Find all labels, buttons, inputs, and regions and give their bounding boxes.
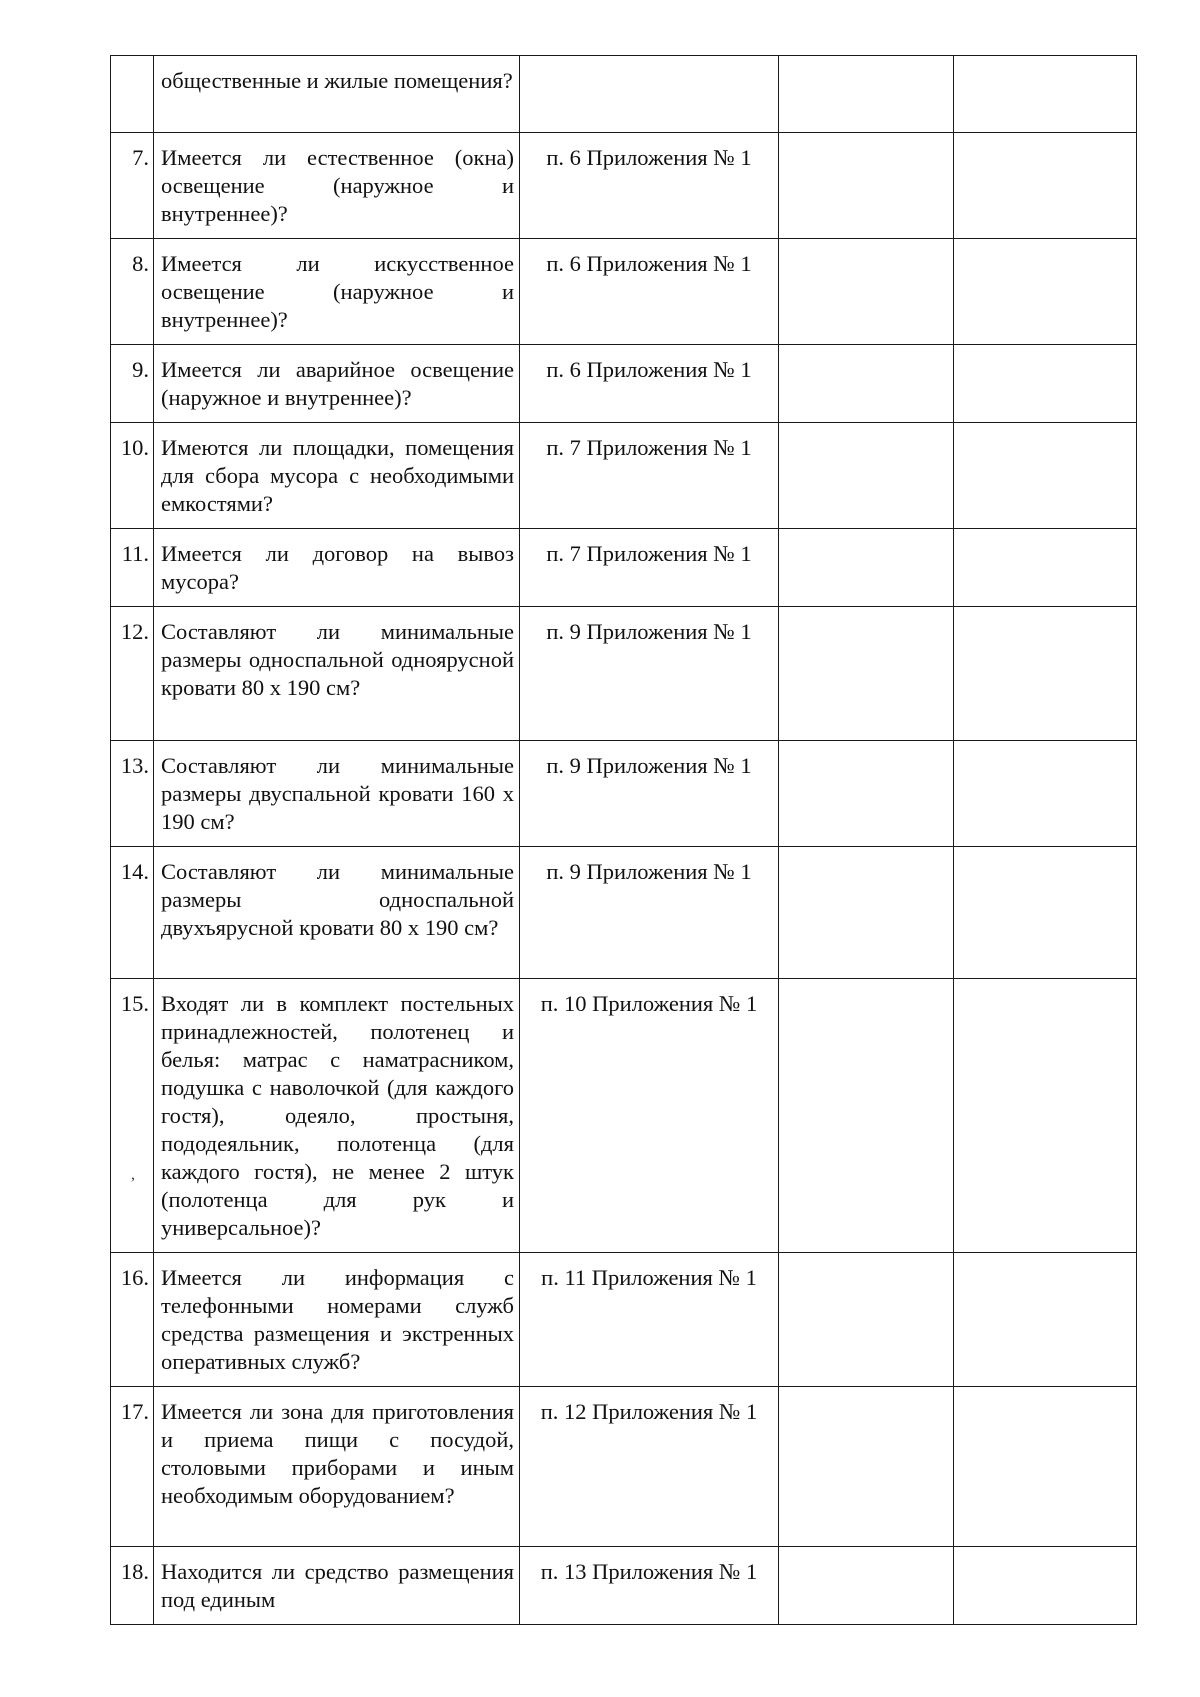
note-cell <box>954 423 1137 529</box>
table-row <box>111 239 1137 345</box>
answer-cell <box>779 607 954 741</box>
row-number: 12. <box>111 607 154 741</box>
note-cell <box>954 847 1137 979</box>
row-number: 13. <box>111 741 154 847</box>
table-row <box>111 607 1137 741</box>
note-cell <box>954 979 1137 1253</box>
question-cell: Имеется ли информация с телефонными номерами служб средства размещения и экстренных оперативных служб? <box>154 1253 520 1387</box>
row-number: 14. <box>111 847 154 979</box>
row-number: 10. <box>111 423 154 529</box>
question-cell: Имеется ли зона для приготовления и приема пищи с посудой, столовыми приборами и иным необходимым оборудованием? <box>154 1387 520 1547</box>
row-number: 9. <box>111 345 154 423</box>
reference-cell: п. 6 Приложения № 1 <box>520 239 779 345</box>
row-number: 18. <box>111 1547 154 1625</box>
question-cell: Имеется ли договор на вывоз мусора? <box>154 529 520 607</box>
table-row <box>111 133 1137 239</box>
note-cell <box>954 239 1137 345</box>
table-row <box>111 1387 1137 1547</box>
reference-cell: п. 6 Приложения № 1 <box>520 133 779 239</box>
answer-cell <box>779 741 954 847</box>
table-row <box>111 1547 1137 1625</box>
row-number-text: 15. <box>120 991 149 1016</box>
row-number: 11. <box>111 529 154 607</box>
reference-cell: п. 12 Приложения № 1 <box>520 1387 779 1547</box>
question-cell: Имеется ли аварийное освещение (наружное и внутреннее)? <box>154 345 520 423</box>
note-cell <box>954 529 1137 607</box>
row-number: 16. <box>111 1253 154 1387</box>
row-number: 7. <box>111 133 154 239</box>
reference-cell: п. 9 Приложения № 1 <box>520 847 779 979</box>
table-row <box>111 345 1137 423</box>
reference-cell: п. 7 Приложения № 1 <box>520 423 779 529</box>
answer-cell <box>779 1253 954 1387</box>
table-row <box>111 1253 1137 1387</box>
table-row <box>111 529 1137 607</box>
row-number <box>111 56 154 133</box>
table-row <box>111 847 1137 979</box>
table-row <box>111 979 1137 1253</box>
note-cell <box>954 1547 1137 1625</box>
answer-cell <box>779 529 954 607</box>
answer-cell <box>779 847 954 979</box>
row-number: 8. <box>111 239 154 345</box>
answer-cell <box>779 1547 954 1625</box>
reference-cell: п. 11 Приложения № 1 <box>520 1253 779 1387</box>
question-cell: Имеется ли естественное (окна) освещение (наружное и внутреннее)? <box>154 133 520 239</box>
question-cell: Имеются ли площадки, помещения для сбора мусора с необходимыми емкостями? <box>154 423 520 529</box>
reference-cell: п. 10 Приложения № 1 <box>520 979 779 1253</box>
reference-cell <box>520 56 779 133</box>
answer-cell <box>779 1387 954 1547</box>
answer-cell <box>779 56 954 133</box>
note-cell <box>954 133 1137 239</box>
row-number: 17. <box>111 1387 154 1547</box>
note-cell <box>954 345 1137 423</box>
reference-cell: п. 9 Приложения № 1 <box>520 607 779 741</box>
answer-cell <box>779 423 954 529</box>
question-cell: Составляют ли минимальные размеры односпальной одноярусной кровати 80 x 190 см? <box>154 607 520 741</box>
question-cell: Имеется ли искусственное освещение (наружное и внутреннее)? <box>154 239 520 345</box>
reference-cell: п. 6 Приложения № 1 <box>520 345 779 423</box>
question-cell: Находится ли средство размещения под единым <box>154 1547 520 1625</box>
table-row <box>111 423 1137 529</box>
reference-cell: п. 13 Приложения № 1 <box>520 1547 779 1625</box>
row-number <box>111 979 154 1253</box>
note-cell <box>954 741 1137 847</box>
reference-cell: п. 9 Приложения № 1 <box>520 741 779 847</box>
table-row <box>111 56 1137 133</box>
note-cell <box>954 1253 1137 1387</box>
note-cell <box>954 607 1137 741</box>
reference-cell: п. 7 Приложения № 1 <box>520 529 779 607</box>
margin-mark: , <box>131 1166 135 1183</box>
answer-cell <box>779 345 954 423</box>
answer-cell <box>779 979 954 1253</box>
answer-cell <box>779 133 954 239</box>
table-row <box>111 741 1137 847</box>
question-cell: Входят ли в комплект постельных принадлежностей, полотенец и белья: матрас с наматрасником, подушка с наволочкой (для каждого гостя), одеяло, простыня, пододеяльник, полотенца (для каждого гостя), не менее 2 штук (полотенца для рук и универсальное)? <box>154 979 520 1253</box>
question-cell: Составляют ли минимальные размеры односпальной двухъярусной кровати 80 x 190 см? <box>154 847 520 979</box>
answer-cell <box>779 239 954 345</box>
question-cell: Составляют ли минимальные размеры двуспальной кровати 160 x 190 см? <box>154 741 520 847</box>
note-cell <box>954 1387 1137 1547</box>
question-cell: общественные и жилые помещения? <box>154 56 520 133</box>
checklist-table <box>110 55 1137 1625</box>
note-cell <box>954 56 1137 133</box>
